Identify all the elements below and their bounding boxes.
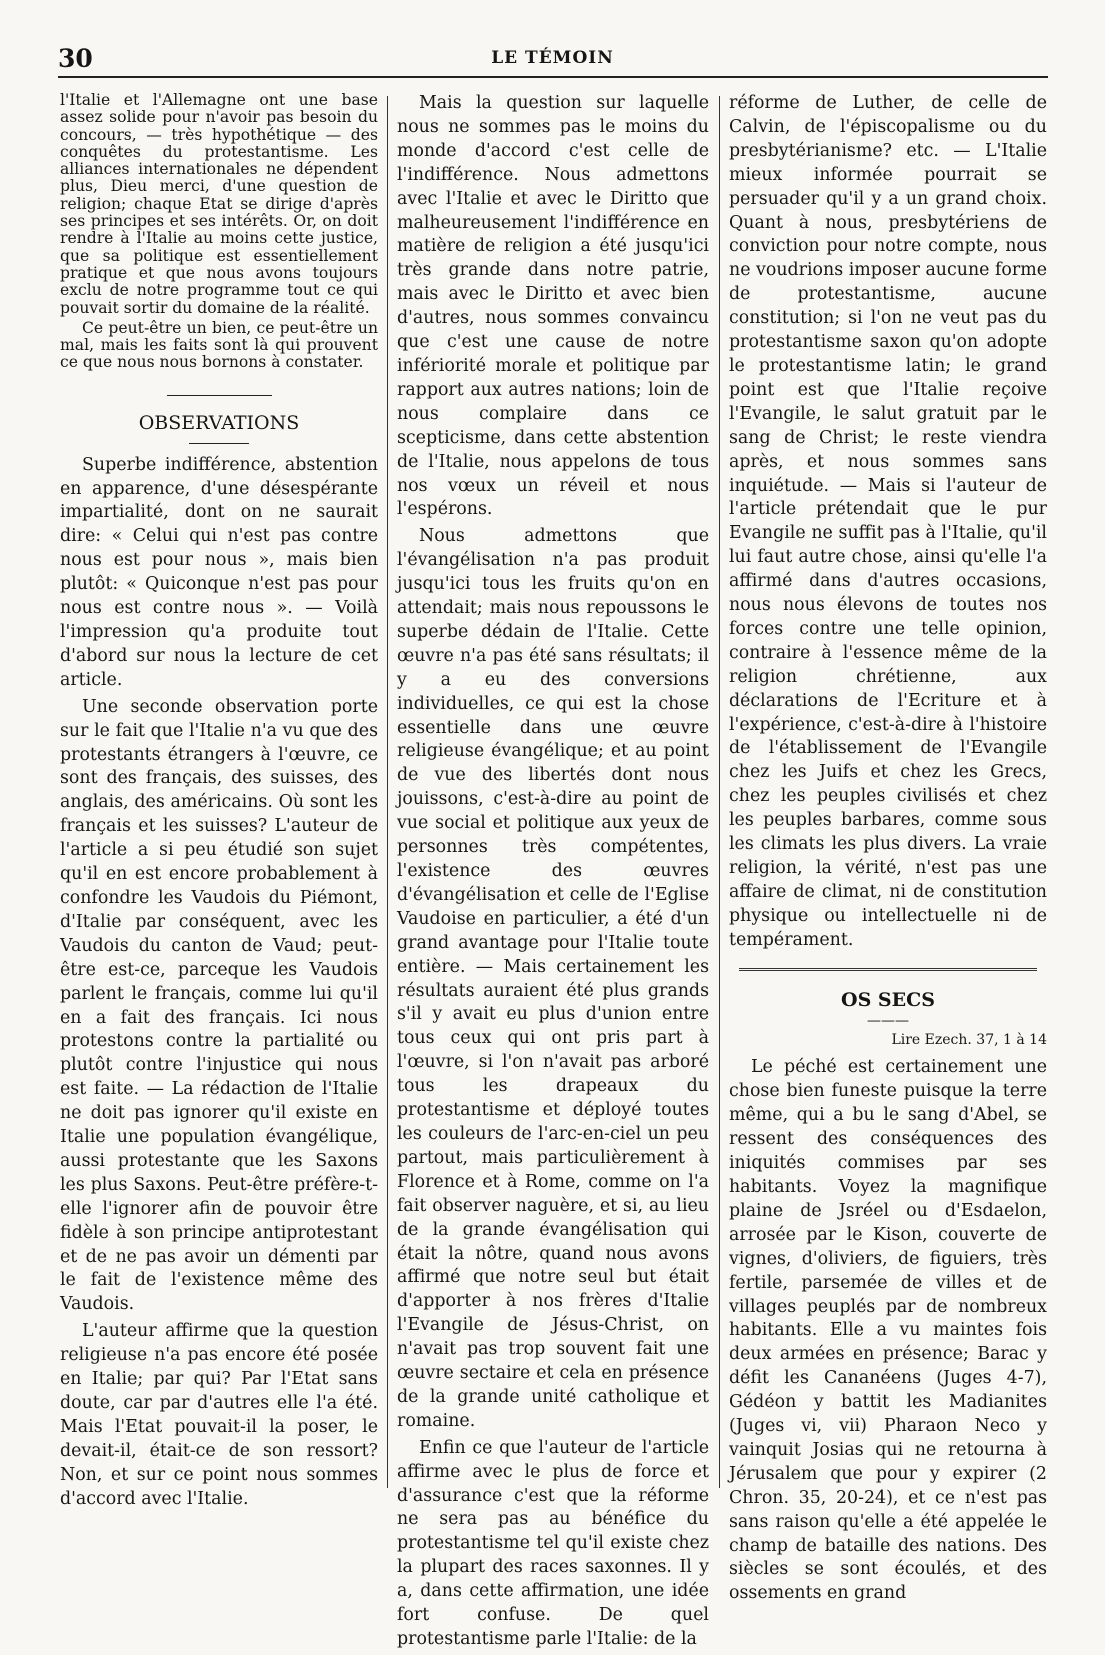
column-1 <box>60 92 378 1515</box>
paragraph: L'auteur affirme que la question religieuse n'a pas encore été posée en Italie; par qui? Par l'Etat sans doute, car par d'autres elle l'a été. Mais l'Etat pouvait-il la poser, le devait-il, était-ce de son ressort? Non, et sur ce point nous sommes d'accord avec l'Italie. <box>60 1321 378 1509</box>
title-dash: ——— <box>867 1012 909 1029</box>
section-title: OS SECS <box>841 988 935 1011</box>
paragraph: Enfin ce que l'auteur de l'article affirme avec le plus de force et d'assurance c'est que la réforme ne sera pas au bénéfice du protestantisme tel qu'il existe chez la plupart des races saxonnes. Il y a, dans cette affirmation, une idée fort confuse. De quel protestantisme parle l'Italie: de la <box>397 1437 709 1649</box>
column-3 <box>729 92 1047 1609</box>
column-2 <box>397 92 709 1655</box>
header-rule <box>58 76 1048 78</box>
scripture-reference: Lire Ezech. 37, 1 à 14 <box>891 1031 1047 1048</box>
section-title: OBSERVATIONS <box>138 411 300 434</box>
paragraph: Mais la question sur laquelle nous ne sommes pas le moins du monde d'accord c'est celle de l'indifférence. Nous admettons avec l'Italie et avec le Diritto que malheureusement l'indifférence en matière de religion a été jusqu'ici très grande dans notre patrie, mais avec le Diritto et avec bien d'autres, nous sommes convaincu que c'est une cause de notre infériorité morale et politique par rapport aux autres nations; loin de nous complaire dans ce scepticisme, dans cette abstention de l'Italie, nous appelons de tous nos vœux un réveil et nous l'espérons. <box>397 93 709 520</box>
page-number: 30 <box>58 44 93 73</box>
paragraph: Nous admettons que l'évangélisation n'a pas produit jusqu'ici tous les fruits qu'on en attendait; mais nous repoussons le superbe dédain de l'Italie. Cette œuvre n'a pas été sans résultats; il y a eu des conversions individuelles, ce qui est la chose essentielle dans une œuvre religieuse évangélique; et au point de vue des libertés dont nous jouissons, c'est-à-dire au point de vue social et politique aux yeux de personnes très compétentes, l'existence des œuvres d'évangélisation et celle de l'Eglise Vaudoise en particulier, a été d'un grand avantage pour l'Italie toute entière. — Mais certainement les résultats auraient été plus grands s'il y avait eu plus d'union entre tous ceux qui ont pris part à l'œuvre, si l'on n'avait pas arboré tous les drapeaux du protestantisme et déployé toutes les couleurs de l'arc-en-ciel un peu partout, mais particulièrement à Florence et à Rome, comme on l'a fait observer naguère, et si, au lieu de la grande évangélisation qui était la nôtre, quand nous avons affirmé que notre seul but était d'apporter à nos frères d'Italie l'Evangile de Jésus-Christ, on n'avait pas trop souvent fait une œuvre sectaire et cela en présence de la grande unité catholique et romaine. <box>397 526 709 1431</box>
paragraph: l'Italie et l'Allemagne ont une base assez solide pour n'avoir pas besoin du concours, — très hypothétique — des conquêtes du protestantisme. Les alliances internationales ne dépendent plus, Dieu merci, d'une question de religion; chaque Etat se dirige d'après ses principes et ses intérêts. Or, on doit rendre à l'Italie au moins cette justice, que sa politique est essentiellement pratique et que nous avons toujours exclu de notre programme tout ce qui pouvait sortir du domaine de la réalité. <box>60 91 378 317</box>
paragraph: Le péché est certainement une chose bien funeste puisque la terre même, qui a bu le sang d'Abel, se ressent des conséquences des iniquités commises par ses habitants. Voyez la magnifique plaine de Jsréel ou d'Esdaelon, arrosée par le Kison, couverte de vignes, d'oliviers, de figuiers, très fertile, parsemée de villes et de villages peuplés par de nombreux habitants. Elle a vu maintes fois deux armées en présence; Barac y défit les Cananéens (Juges 4-7), Gédéon y battit les Madianites (Juges vi, vii) Pharaon Neco y vainquit Josias qui ne retourna à Jérusalem que pour y expirer (2 Chron. 35, 20-24), et ce n'est pas sans raison qu'elle a été appelée le champ de bataille des nations. Des siècles se sont écoulés, et des ossements en grand <box>729 1057 1047 1604</box>
paragraph: Ce peut-être un bien, ce peut-être un mal, mais les faits sont là qui prouvent ce que nous nous bornons à constater. <box>60 318 378 372</box>
column-divider <box>719 96 720 1488</box>
column-divider <box>387 96 388 1488</box>
paragraph: Une seconde observation porte sur le fait que l'Italie n'a vu que des protestants étrangers à l'œuvre, ce sont des français, des suisses, des anglais, des américains. Où sont les français et les suisses? L'auteur de l'article a si peu étudié son sujet qu'il en est encore probablement à confondre les Vaudois du Piémont, d'Italie par conséquent, avec les Vaudois du canton de Vaud; peut-être est-ce, parceque les Vaudois parlent le français, comme lui qu'il en a fait des français. Ici nous protestons contre la partialité ou plutôt contre l'injustice qui nous est faite. — La rédaction de l'Italie ne doit pas ignorer qu'il existe en Italie une population évangélique, aussi protestante que les Saxons les plus Saxons. Peut-être préfère-t-elle l'ignorer afin de pouvoir être fidèle à son principe antiprotestant et de ne pas avoir un démenti par le fait de l'existence même des Vaudois. <box>60 696 378 1315</box>
running-title: LE TÉMOIN <box>491 48 614 68</box>
paragraph: réforme de Luther, de celle de Calvin, de l'épiscopalisme ou du presbytérianisme? etc. — L'Italie mieux informée pourrait se persuader qu'il y a un grand choix. Quant à nous, presbytériens de conviction pour notre compte, nous ne voudrions imposer aucune forme de protestantisme, aucune constitution; si l'on ne veut pas du protestantisme saxon qu'on adopte le protestantisme latin; le grand point est que l'Italie reçoive l'Evangile, le salut gratuit par le sang de Christ; le reste viendra après, et nous sommes sans inquiétude. — Mais si l'auteur de l'article prétendait que le pur Evangile ne suffit pas à l'Italie, qu'il lui faut autre chose, ainsi qu'elle l'a affirmé dans d'autres occasions, nous nous élevons de toutes nos forces contre une telle opinion, contraire à l'essence même de la religion chrétienne, aux déclarations de l'Ecriture et à l'expérience, c'est-à-dire à l'histoire de l'établissement de l'Evangile chez les Juifs et chez les Grecs, chez les peuples civilisés et chez les peuples barbares, comme sous les climats les plus divers. La vraie religion, la vérité, n'est pas une affaire de climat, ni de constitution physique ou intellectuelle ni de tempérament. <box>729 93 1047 950</box>
paragraph: Superbe indifférence, abstention en apparence, d'une désespérante impartialité, dont on ne saurait dire: « Celui qui n'est pas contre nous est pour nous », mais bien plutôt: « Quiconque n'est pas pour nous est contre nous ». — Voilà l'impression qu'a produite tout d'abord sur nous la lecture de cet article. <box>60 454 378 690</box>
